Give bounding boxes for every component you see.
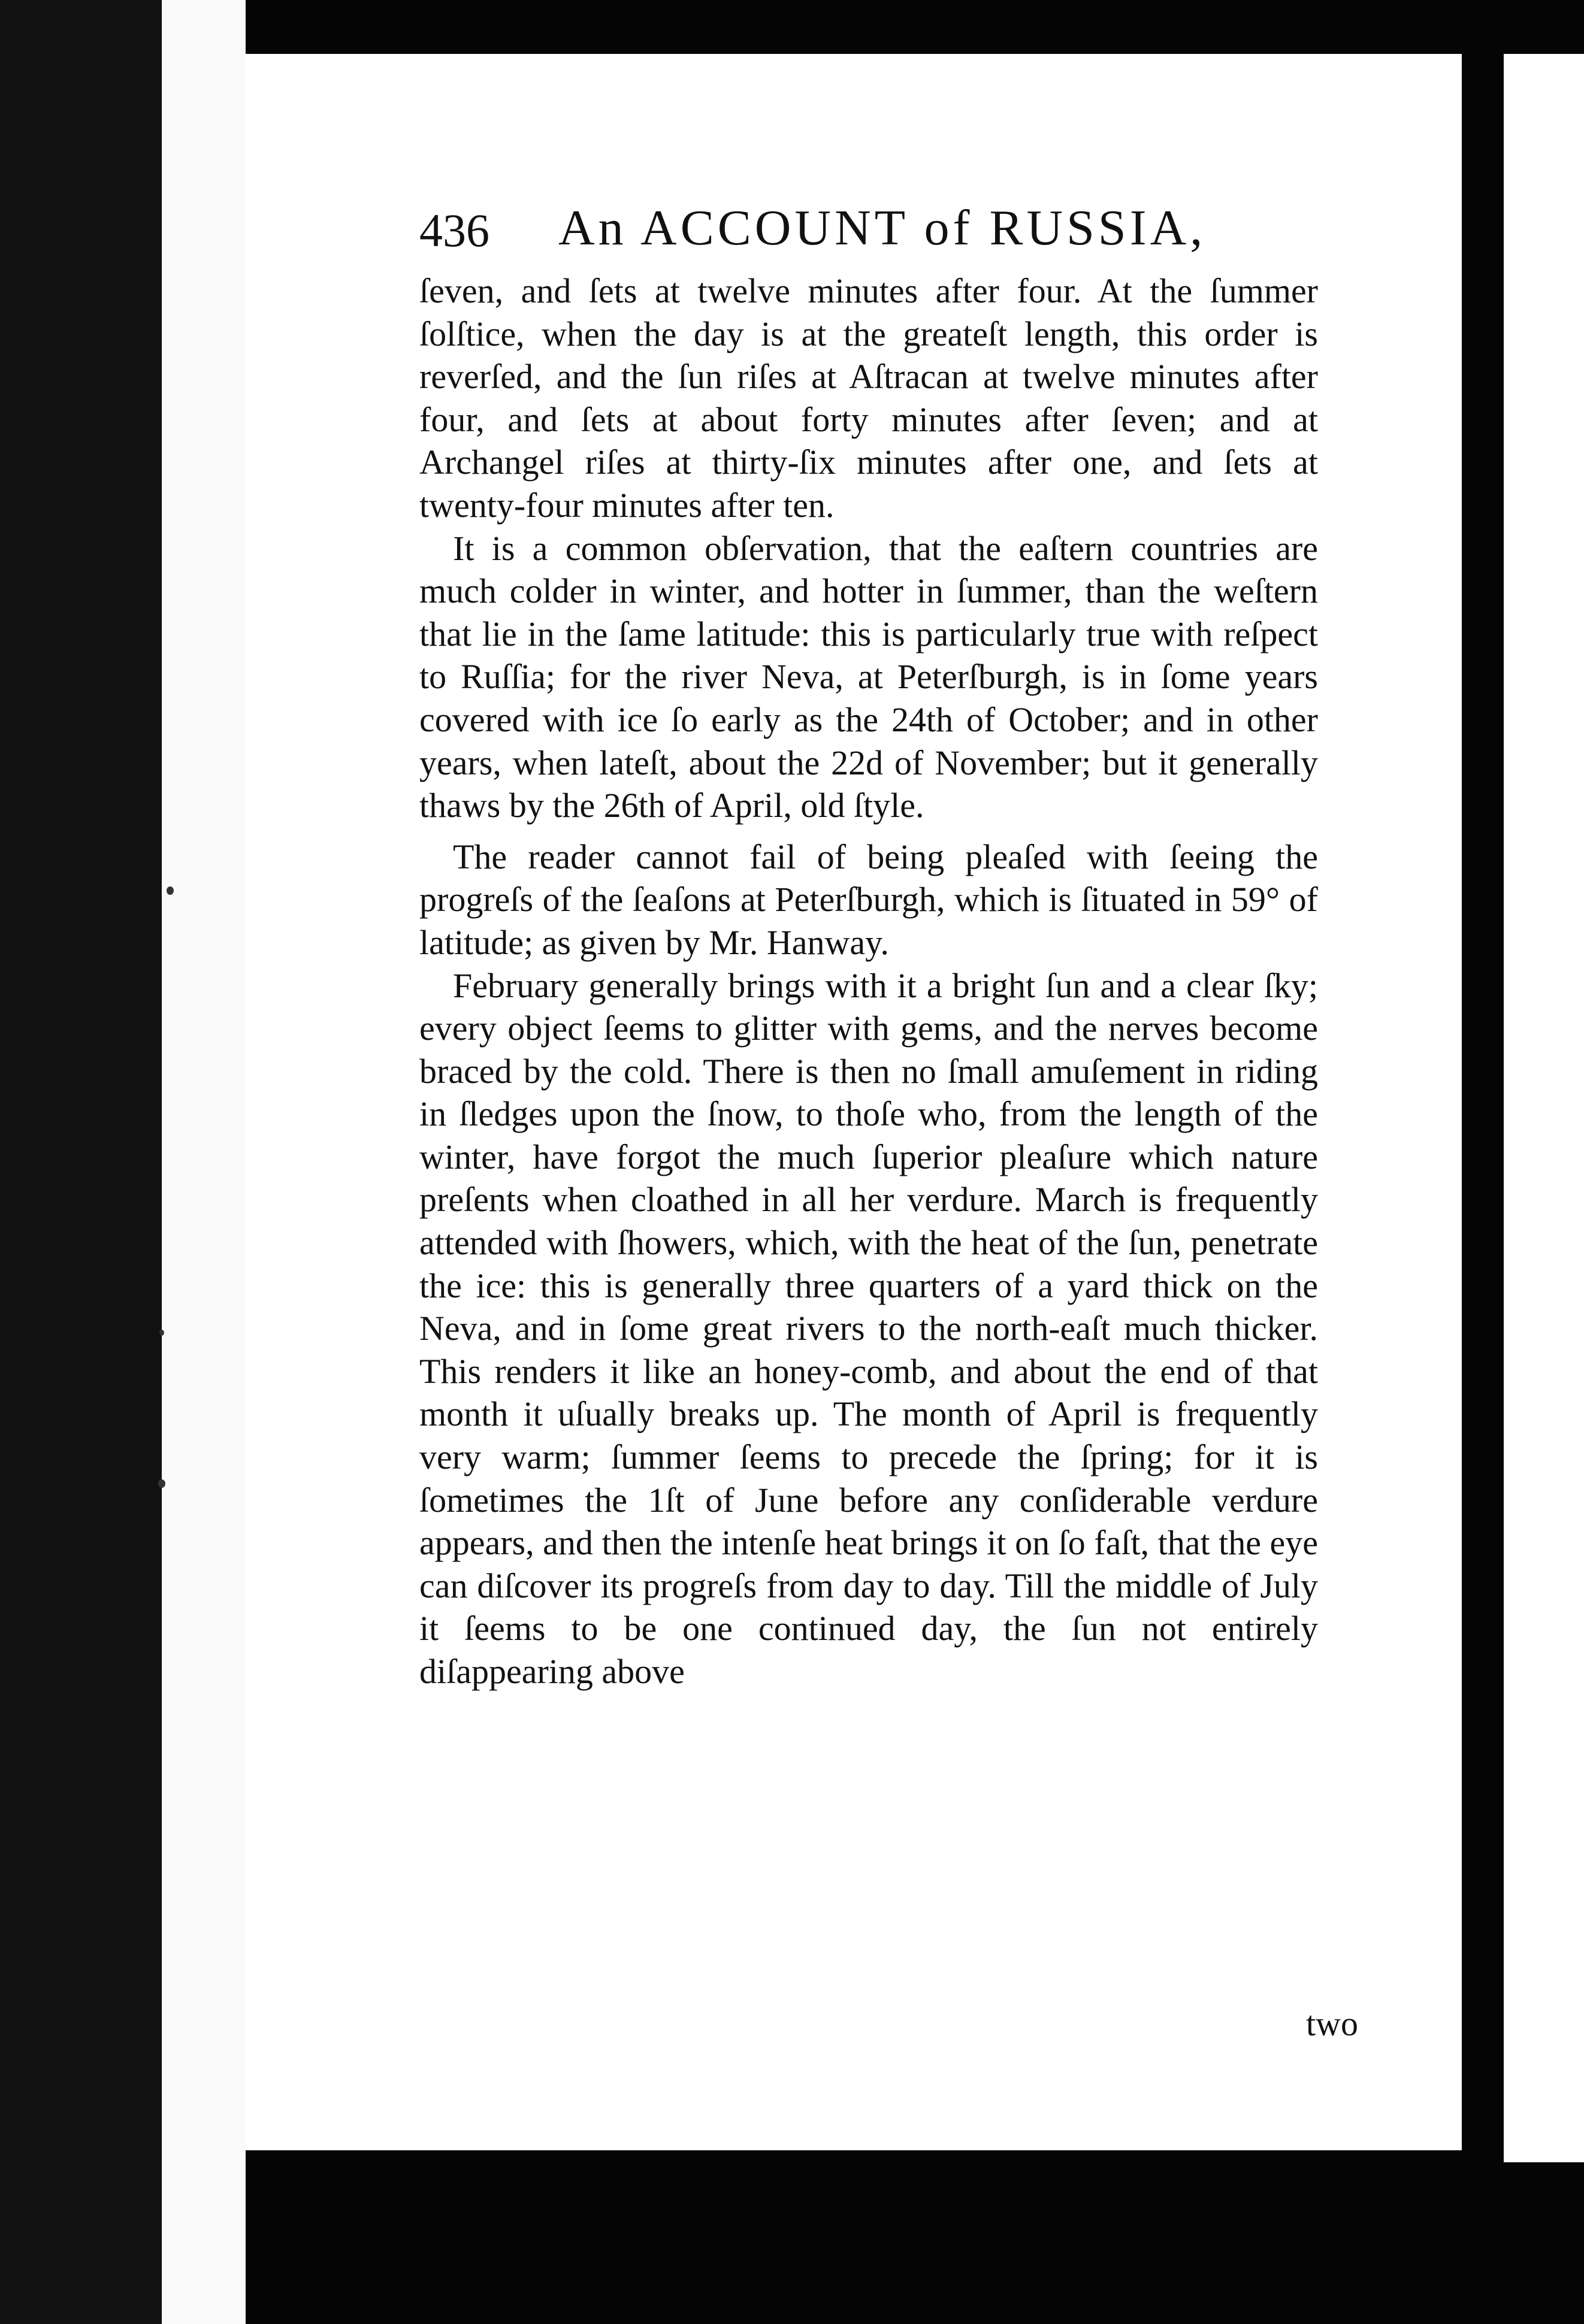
page-number: 436 [419, 204, 489, 256]
paragraph-3: The reader cannot fail of being pleaſed with ſeeing the progreſs of the ſeaſons at Peterſburgh, which is ſituated in 59° of latitude; as given by Mr. Hanway. [419, 837, 1318, 962]
left-margin [162, 0, 246, 2324]
body-text [419, 270, 1318, 1693]
paragraph-1: ſeven, and ſets at twelve minutes after four. At the ſummer ſolſtice, when the day is at the greateſt length, this order is reverſed, and the ſun riſes at Aſtracan at twelve minutes after four, and ſets at about forty minutes after ſeven; and at Archangel riſes at thirty-ſix minutes after one, and ſets at twenty-four minutes after ten. [419, 271, 1318, 525]
left-dark-edge [0, 0, 162, 2324]
speck [167, 886, 174, 895]
paragraph-2: It is a common obſervation, that the eaſtern countries are much colder in winter, and hotter in ſummer, than the weſtern that lie in the ſame latitude: this is particularly true with reſpect to Ruſſia; for the river Neva, at Peterſburgh, is in ſome years covered with ice ſo early as the 24th of October; and in other years, when lateſt, about the 22d of November; but it generally thaws by the 26th of April, old ſtyle. [419, 528, 1318, 825]
speck [158, 1479, 165, 1488]
running-title: An ACCOUNT of RUSSIA, [558, 200, 1207, 256]
book-page [246, 54, 1462, 2150]
speck [159, 1330, 164, 1336]
paragraph-4: February generally brings with it a bright ſun and a clear ſky; every object ſeems to glitter with gems, and the nerves become braced by the cold. There is then no ſmall amuſement in riding in ſledges upon the ſnow, to thoſe who, from the length of the winter, have forgot the much ſuperior pleaſure which nature preſents when cloathed in all her verdure. March is frequently attended with ſhowers, which, with the heat of the ſun, penetrate the ice: this is generally three quarters of a yard thick on the Neva, and in ſome great rivers to the north-eaſt much thicker. This renders it like an honey-comb, and about the end of that month it uſually breaks up. The month of April is frequently very warm; ſummer ſeems to precede the ſpring; for it is ſometimes the 1ſt of June before any conſiderable verdure appears, and then the intenſe heat brings it on ſo faſt, that the eye can diſcover its progreſs from day to day. Till the middle of July it ſeems to be one continued day, the ſun not entirely diſappearing above [419, 966, 1318, 1691]
facing-page-edge [1504, 54, 1584, 2162]
catchword: two [1306, 2004, 1358, 2043]
page-header [419, 192, 1462, 276]
